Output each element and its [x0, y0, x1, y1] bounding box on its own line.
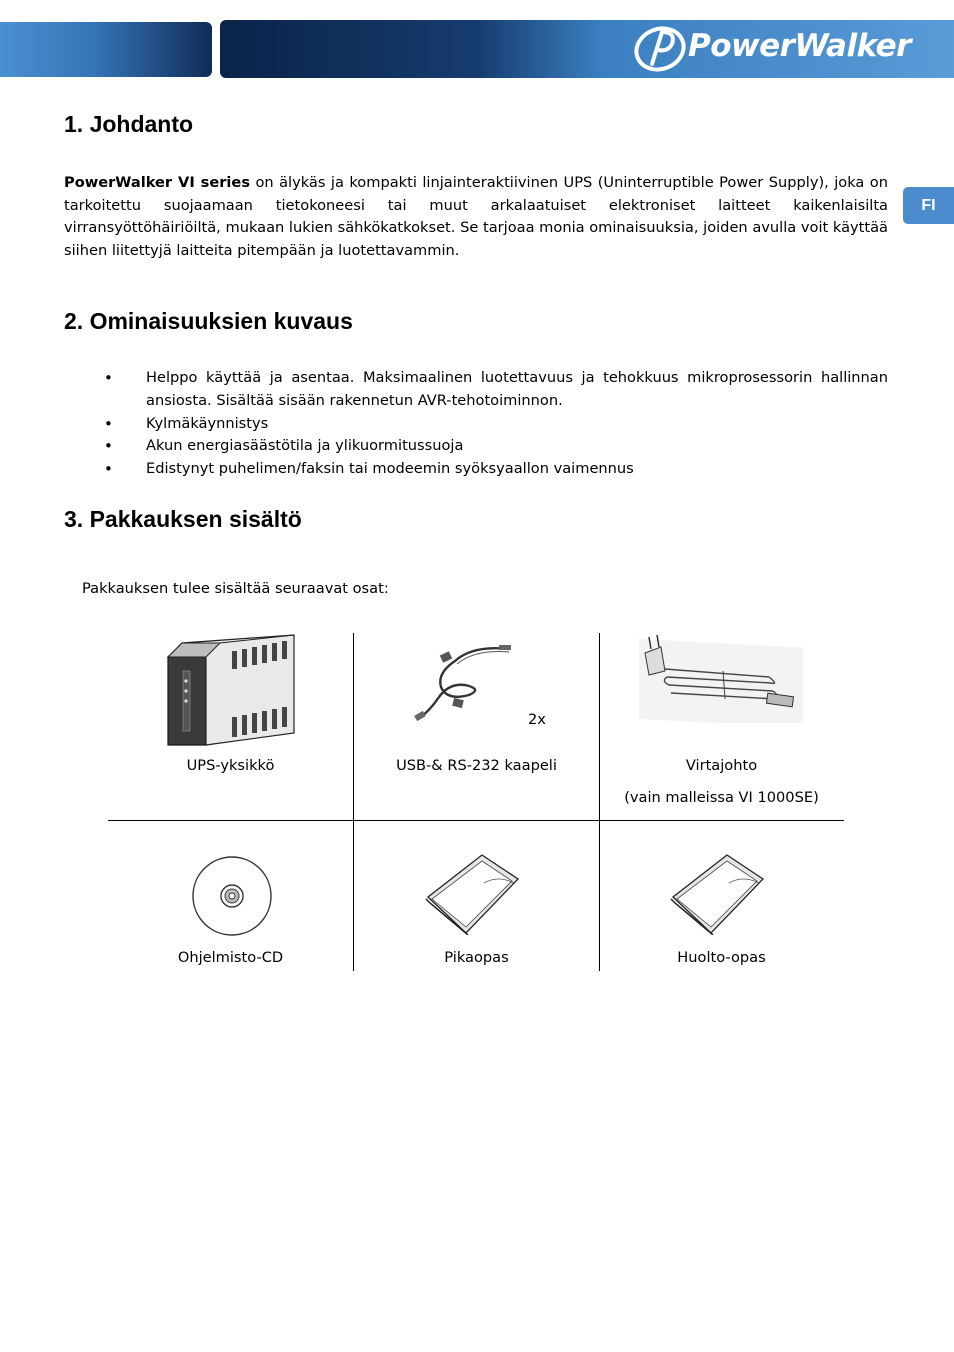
- power-cord-icon: [639, 633, 805, 723]
- item-label-power-cord: Virtajohto: [685, 757, 758, 774]
- brand-logo: [632, 24, 942, 74]
- item-label-cd: Ohjelmisto-CD: [177, 949, 284, 966]
- list-item: • Kylmäkäynnistys: [64, 413, 888, 436]
- brand-logo-text: PowerWalker: [688, 28, 911, 64]
- item-label-quick-guide: Pikaopas: [444, 949, 509, 966]
- section-1-paragraph: [64, 172, 888, 262]
- brand-logo-icon: [632, 24, 692, 74]
- item-label-service-manual: Huolto-opas: [677, 949, 766, 966]
- cd-icon: [190, 855, 274, 937]
- feature-list: [64, 367, 888, 481]
- section-1-title: 1. Johdanto: [64, 111, 194, 137]
- booklet-icon: [424, 853, 520, 935]
- section-3-intro: Pakkauksen tulee sisältää seuraavat osat:: [82, 580, 389, 597]
- item-label-cable: USB-& RS-232 kaapeli: [396, 757, 557, 774]
- ups-unit-icon: [166, 633, 296, 747]
- item-label-ups: UPS-yksikkö: [186, 757, 275, 774]
- product-name: PowerWalker VI series: [64, 174, 251, 191]
- section-1-text: on älykäs ja kompakti linjainteraktiivinen UPS (Uninterruptible Power Supply), joka on tarkoitettu suojaamaan tietokoneesi tai muut arkalaatuiset elektroniset laitteet kaikenlaisilta virransyöttöhäiriöiltä, mukaan lukien sähkökatkokset. Se tarjoaa monia ominaisuuksia, joiden avulla voit käyttää siihen liitettyjä laitteita pitempään ja luotettavammin.: [64, 174, 888, 259]
- page-header: [0, 0, 954, 90]
- header-bar-left: [0, 22, 212, 77]
- booklet-icon: [669, 853, 765, 935]
- list-item: • Akun energiasäästötila ja ylikuormitussuoja: [64, 435, 888, 458]
- list-item: • Helppo käyttää ja asentaa. Maksimaalinen luotettavuus ja tehokkuus mikroprosessorin hallinnan ansiosta. Sisältää sisään rakennetun AVR-tehotoiminnon.: [64, 367, 888, 413]
- grid-divider: [353, 633, 354, 971]
- language-tab[interactable]: FI: [903, 187, 954, 224]
- section-2-title: 2. Ominaisuuksien kuvaus: [64, 308, 353, 334]
- list-item: • Edistynyt puhelimen/faksin tai modeemin syöksyaallon vaimennus: [64, 458, 888, 481]
- cable-icon: [413, 639, 513, 725]
- package-contents-grid: [108, 633, 844, 971]
- section-3-title: 3. Pakkauksen sisältö: [64, 506, 302, 532]
- grid-divider: [108, 820, 844, 821]
- item-note-power-cord: (vain malleissa VI 1000SE): [624, 789, 819, 806]
- item-quantity: 2x: [528, 711, 546, 728]
